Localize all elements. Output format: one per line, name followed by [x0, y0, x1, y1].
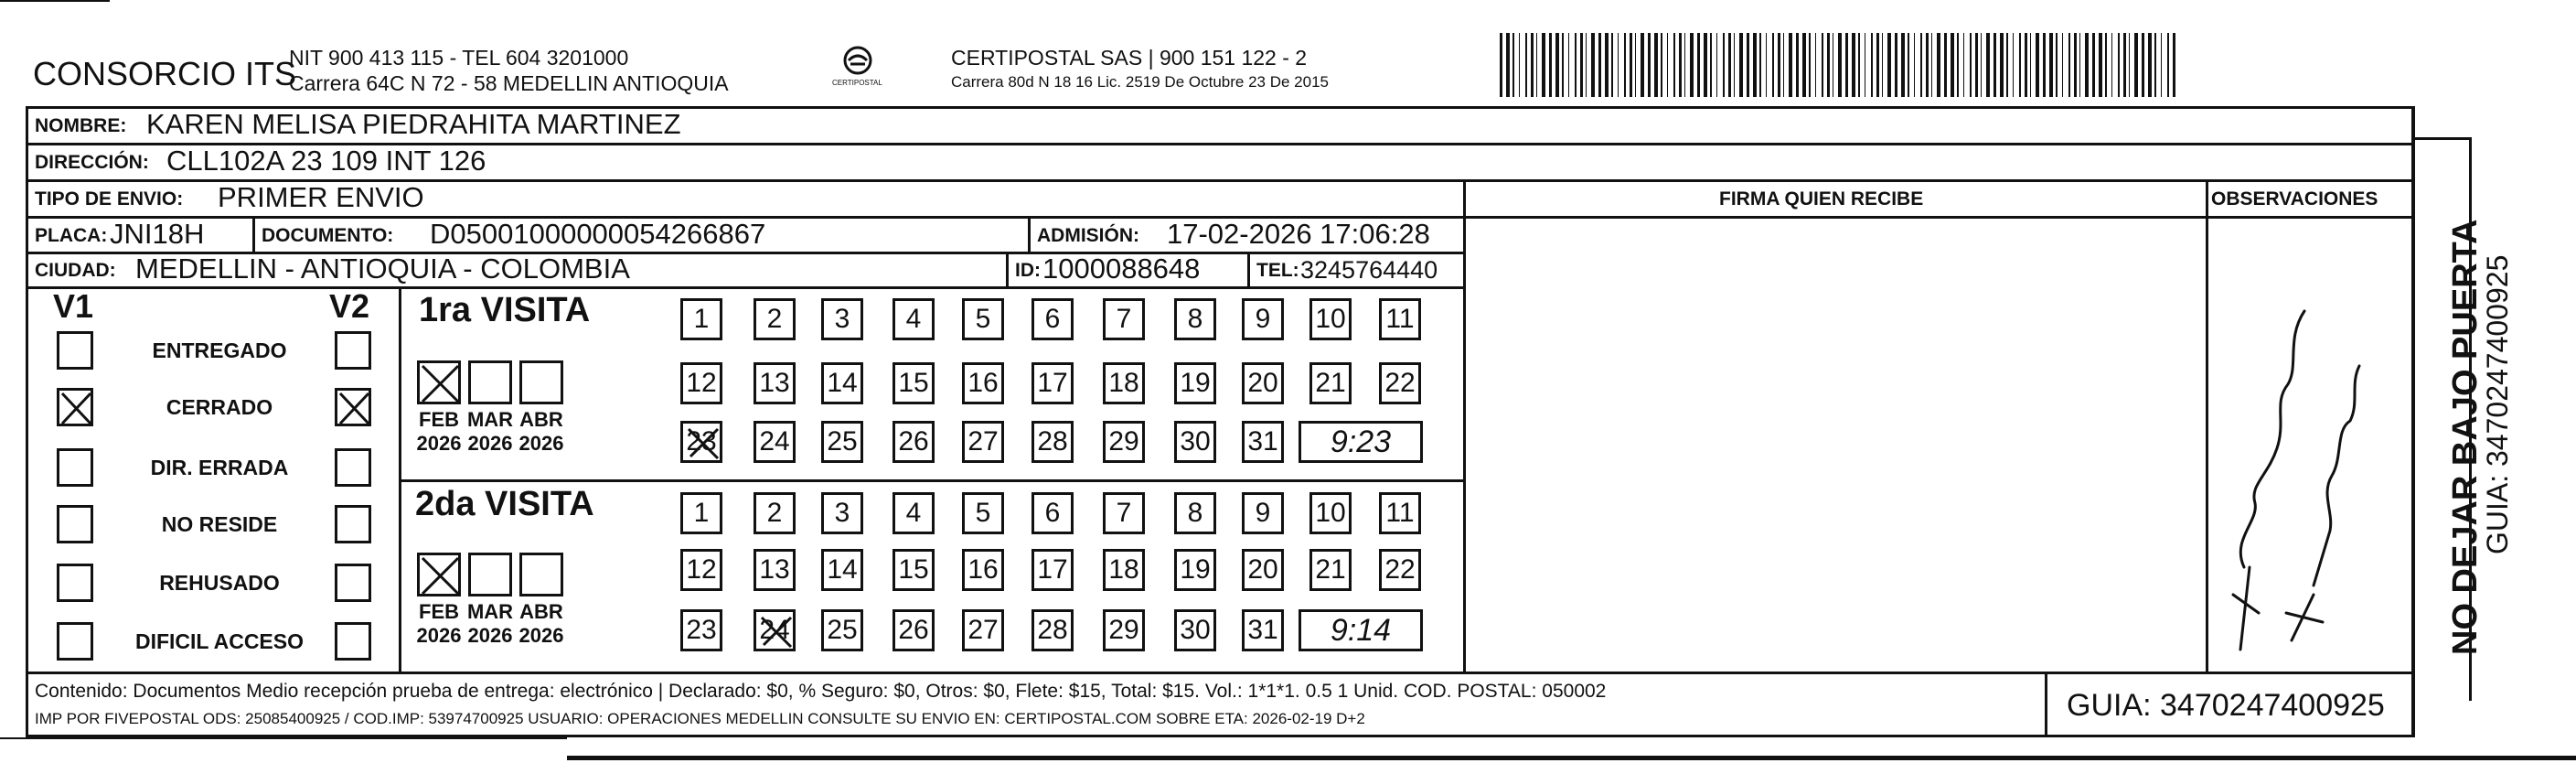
- day-checkbox[interactable]: 1: [680, 492, 722, 534]
- v2-header: V2: [329, 287, 370, 325]
- day-checkbox[interactable]: 12: [680, 362, 722, 404]
- company-name: CONSORCIO ITS: [33, 55, 297, 92]
- obs-col-left: [2206, 179, 2208, 672]
- option-v1-checkbox[interactable]: [57, 388, 93, 426]
- day-checkbox[interactable]: 1: [680, 298, 722, 340]
- day-checkbox[interactable]: 16: [962, 549, 1004, 591]
- day-checkbox[interactable]: 4: [893, 298, 935, 340]
- day-checkbox[interactable]: 29: [1103, 421, 1145, 463]
- firma-header: FIRMA QUIEN RECIBE: [1719, 188, 1924, 210]
- placa-divider: [252, 216, 255, 253]
- admision-label: ADMISIÓN:: [1037, 225, 1139, 246]
- option-v1-checkbox[interactable]: [57, 505, 93, 543]
- day-checkbox[interactable]: 28: [1031, 609, 1074, 651]
- day-checkbox[interactable]: 30: [1174, 421, 1216, 463]
- documento-label: DOCUMENTO:: [262, 225, 394, 246]
- day-checkbox[interactable]: 6: [1031, 492, 1074, 534]
- tel-divider: [1247, 252, 1250, 286]
- month-checkbox[interactable]: [468, 360, 512, 404]
- top-edge-line: [0, 0, 110, 2]
- day-checkbox[interactable]: 23: [680, 421, 722, 463]
- day-checkbox[interactable]: 9: [1242, 298, 1284, 340]
- option-label: DIFICIL ACCESO: [134, 629, 304, 653]
- logo-caption: CERTIPOSTAL: [832, 79, 882, 87]
- side-warning: NO DEJAR BAJO PUERTA: [2446, 219, 2485, 655]
- day-checkbox[interactable]: 8: [1174, 492, 1216, 534]
- footer-guia: GUIA: 3470247400925: [2067, 688, 2385, 723]
- day-checkbox[interactable]: 24: [754, 421, 796, 463]
- right-strip-border: [2412, 106, 2415, 737]
- day-checkbox[interactable]: 18: [1103, 362, 1145, 404]
- day-checkbox[interactable]: 3: [821, 298, 863, 340]
- firma-col-left: [1463, 179, 1466, 672]
- v1-header: V1: [53, 287, 94, 325]
- company-address: Carrera 64C N 72 - 58 MEDELLIN ANTIOQUIA: [289, 71, 729, 95]
- obs-text-1: [2259, 622, 2261, 623]
- footer-top-line: [26, 672, 2414, 674]
- day-checkbox[interactable]: 12: [680, 549, 722, 591]
- id-label: ID:: [1015, 260, 1041, 281]
- bottom-left-line: [0, 737, 567, 739]
- day-checkbox[interactable]: 7: [1103, 298, 1145, 340]
- day-checkbox[interactable]: 26: [893, 421, 935, 463]
- ciudad-label: CIUDAD:: [35, 260, 116, 281]
- row-divider: [26, 286, 1465, 289]
- day-checkbox[interactable]: 3: [821, 492, 863, 534]
- day-checkbox[interactable]: 19: [1174, 362, 1216, 404]
- side-warning-wrapper: [2418, 143, 2485, 655]
- day-checkbox[interactable]: 10: [1309, 298, 1352, 340]
- option-v2-checkbox[interactable]: [335, 448, 371, 487]
- month-checkbox[interactable]: [519, 360, 563, 404]
- day-checkbox[interactable]: 11: [1379, 492, 1421, 534]
- day-checkbox[interactable]: 30: [1174, 609, 1216, 651]
- side-guia: GUIA: 3470247400925: [2481, 254, 2514, 554]
- option-label: CERRADO: [166, 395, 273, 419]
- direccion-value: CLL102A 23 109 INT 126: [166, 145, 486, 177]
- day-checkbox[interactable]: 17: [1031, 362, 1074, 404]
- day-checkbox[interactable]: 14: [821, 549, 863, 591]
- day-checkbox[interactable]: 14: [821, 362, 863, 404]
- day-checkbox[interactable]: 8: [1174, 298, 1216, 340]
- placa-label: PLACA:: [35, 225, 108, 246]
- day-checkbox[interactable]: 31: [1242, 609, 1284, 651]
- time-box[interactable]: 9:23: [1299, 421, 1423, 463]
- day-checkbox[interactable]: 9: [1242, 492, 1284, 534]
- day-checkbox[interactable]: 28: [1031, 421, 1074, 463]
- day-checkbox[interactable]: 6: [1031, 298, 1074, 340]
- day-checkbox[interactable]: 26: [893, 609, 935, 651]
- tipo-label: TIPO DE ENVIO:: [35, 188, 184, 210]
- day-checkbox[interactable]: 22: [1379, 362, 1421, 404]
- day-checkbox[interactable]: 19: [1174, 549, 1216, 591]
- day-checkbox[interactable]: 31: [1242, 421, 1284, 463]
- day-checkbox[interactable]: 22: [1379, 549, 1421, 591]
- certipostal-address: Carrera 80d N 18 16 Lic. 2519 De Octubre 23 De 2015: [951, 73, 1329, 91]
- tel-label: TEL:: [1256, 260, 1299, 281]
- visit-divider: [399, 479, 1465, 482]
- visit1-title: 1ra VISITA: [419, 291, 591, 329]
- footer-imp: IMP POR FIVEPOSTAL ODS: 25085400925 / COD.IMP: 53974700925 USUARIO: OPERACIONES MEDELLIN CONSULTE SU ENVIO EN: CERTIPOSTAL.COM SOBRE ETA: 2026-02-19 D+2: [35, 710, 1365, 727]
- day-checkbox[interactable]: 15: [893, 362, 935, 404]
- option-v2-checkbox[interactable]: [335, 388, 371, 426]
- month-label: MAR 2026: [466, 600, 514, 647]
- option-label: DIR. ERRADA: [150, 456, 289, 479]
- option-v1-checkbox[interactable]: [57, 564, 93, 602]
- day-checkbox[interactable]: 2: [754, 492, 796, 534]
- option-label: NO RESIDE: [161, 512, 278, 536]
- month-checkbox[interactable]: [519, 553, 563, 596]
- day-checkbox[interactable]: 21: [1309, 549, 1352, 591]
- option-v2-checkbox[interactable]: [335, 331, 371, 370]
- observaciones-header: OBSERVACIONES: [2211, 188, 2378, 210]
- nit-line: NIT 900 413 115 - TEL 604 3201000: [289, 46, 629, 70]
- day-checkbox[interactable]: 11: [1379, 298, 1421, 340]
- footer-guia-divider: [2045, 672, 2047, 737]
- day-checkbox[interactable]: 13: [754, 549, 796, 591]
- right-strip-top: [2412, 137, 2471, 140]
- day-checkbox[interactable]: 21: [1309, 362, 1352, 404]
- day-checkbox[interactable]: 4: [893, 492, 935, 534]
- month-checkbox[interactable]: [468, 553, 512, 596]
- month-checkbox[interactable]: [417, 360, 461, 404]
- option-v2-checkbox[interactable]: [335, 564, 371, 602]
- month-label: ABR 2026: [518, 408, 564, 455]
- day-checkbox[interactable]: 18: [1103, 549, 1145, 591]
- day-checkbox[interactable]: 24: [754, 609, 796, 651]
- certipostal-logo: [830, 42, 885, 97]
- footer-contenido: Contenido: Documentos Medio recepción prueba de entrega: electrónico | Declarado: $0, % Seguro: $0, Otros: $0, Flete: $15, Total: $15. Vol.: 1*1*1. 0.5 1 Unid. COD. POSTAL: 050002: [35, 681, 1607, 702]
- tel-value: 3245764440: [1300, 256, 1438, 284]
- admision-divider: [1028, 216, 1031, 253]
- certipostal-line: CERTIPOSTAL SAS | 900 151 122 - 2: [951, 46, 1308, 70]
- nombre-label: NOMBRE:: [35, 115, 127, 136]
- month-checkbox[interactable]: [417, 553, 461, 596]
- option-label: REHUSADO: [159, 571, 280, 595]
- side-guia-wrapper: [2469, 143, 2524, 655]
- day-checkbox[interactable]: 10: [1309, 492, 1352, 534]
- day-checkbox[interactable]: 15: [893, 549, 935, 591]
- id-value: 1000088648: [1042, 253, 1201, 285]
- day-checkbox[interactable]: 20: [1242, 362, 1284, 404]
- day-checkbox[interactable]: 2: [754, 298, 796, 340]
- day-checkbox[interactable]: 29: [1103, 609, 1145, 651]
- time-box[interactable]: 9:14: [1299, 609, 1423, 651]
- option-v1-checkbox[interactable]: [57, 448, 93, 487]
- nombre-value: KAREN MELISA PIEDRAHITA MARTINEZ: [146, 108, 681, 140]
- documento-value: D05001000000054266867: [430, 218, 766, 250]
- day-checkbox[interactable]: 16: [962, 362, 1004, 404]
- ciudad-value: MEDELLIN - ANTIOQUIA - COLOMBIA: [135, 253, 630, 285]
- admision-value: 17-02-2026 17:06:28: [1167, 218, 1430, 250]
- day-checkbox[interactable]: 5: [962, 492, 1004, 534]
- month-label: FEB 2026: [416, 408, 462, 455]
- option-v2-checkbox[interactable]: [335, 622, 371, 661]
- id-divider: [1006, 252, 1009, 286]
- option-v2-checkbox[interactable]: [335, 505, 371, 543]
- month-label: MAR 2026: [466, 408, 514, 455]
- barcode: [1500, 33, 2178, 97]
- day-checkbox[interactable]: 23: [680, 609, 722, 651]
- day-checkbox[interactable]: 27: [962, 421, 1004, 463]
- day-checkbox[interactable]: 13: [754, 362, 796, 404]
- option-label: ENTREGADO: [152, 339, 287, 362]
- day-checkbox[interactable]: 20: [1242, 549, 1284, 591]
- day-checkbox[interactable]: 7: [1103, 492, 1145, 534]
- day-checkbox[interactable]: 17: [1031, 549, 1074, 591]
- bottom-edge-line: [567, 756, 2576, 760]
- obs-text-2: [2259, 631, 2262, 632]
- day-checkbox[interactable]: 27: [962, 609, 1004, 651]
- day-checkbox[interactable]: 25: [821, 609, 863, 651]
- tipo-value: PRIMER ENVIO: [218, 181, 424, 213]
- day-checkbox[interactable]: 25: [821, 421, 863, 463]
- option-v1-checkbox[interactable]: [57, 331, 93, 370]
- visit2-title: 2da VISITA: [415, 485, 594, 523]
- observaciones-handwriting: [2222, 293, 2387, 659]
- placa-value: JNI18H: [110, 218, 205, 250]
- month-label: FEB 2026: [416, 600, 462, 647]
- day-checkbox[interactable]: 5: [962, 298, 1004, 340]
- direccion-label: DIRECCIÓN:: [35, 152, 149, 173]
- option-v1-checkbox[interactable]: [57, 622, 93, 661]
- month-label: ABR 2026: [518, 600, 564, 647]
